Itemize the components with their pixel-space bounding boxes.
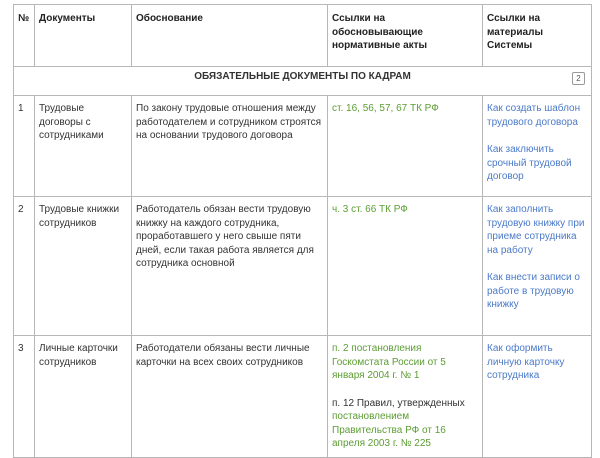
reason-text: Работодатель обязан вести трудовую книжку на каждого сотрудника, проработавшего у него свыше пяти дней, если такая работа является для сотрудника основной [132,197,328,336]
page-number-badge[interactable]: 2 [572,72,585,85]
section-title-cell [14,67,592,96]
table-header-row [14,5,592,67]
system-link[interactable]: Как внести записи о работе в трудовую книжку [487,272,580,310]
document-name: Трудовые книжки сотрудников [35,197,132,336]
table-row [14,336,592,458]
document-name: Личные карточки сотрудников [35,336,132,458]
legal-act-link[interactable]: постановлением Правительства РФ от 16 апреля 2003 г. № 225 [332,411,446,449]
header-system-links: Ссылки на материалы Системы [483,5,592,67]
row-number: 3 [14,336,35,458]
document-name: Трудовые договоры с сотрудниками [35,96,132,197]
header-legal-acts: Ссылки на обосновывающие нормативные акты [328,5,483,67]
header-num: № [14,5,35,67]
legal-act-link[interactable]: ст. 16, 56, 57, 67 ТК РФ [332,103,439,114]
section-title: ОБЯЗАТЕЛЬНЫЕ ДОКУМЕНТЫ ПО КАДРАМ [194,71,411,83]
system-link[interactable]: Как заполнить трудовую книжку при приеме сотрудника на работу [487,204,585,256]
table-row [14,96,592,197]
system-link[interactable]: Как оформить личную карточку сотрудника [487,343,565,381]
reason-text: По закону трудовые отношения между работодателем и сотрудником строятся на основании трудового договора [132,96,328,197]
system-link[interactable]: Как создать шаблон трудового договора [487,103,581,128]
table-row [14,197,592,336]
row-number: 2 [14,197,35,336]
header-reason: Обоснование [132,5,328,67]
reason-text: Работодатели обязаны вести личные карточки на всех своих сотрудников [132,336,328,458]
legal-act-prefix: п. 12 Правил, утвержденных [332,397,465,409]
section-row [14,67,592,96]
legal-act-link[interactable]: ч. 3 ст. 66 ТК РФ [332,204,408,215]
documents-table [13,4,592,458]
system-link[interactable]: Как заключить срочный трудовой договор [487,144,572,182]
header-documents: Документы [35,5,132,67]
row-number: 1 [14,96,35,197]
legal-act-link[interactable]: п. 2 постановления Госкомстата России от 5 января 2004 г. № 1 [332,343,446,381]
